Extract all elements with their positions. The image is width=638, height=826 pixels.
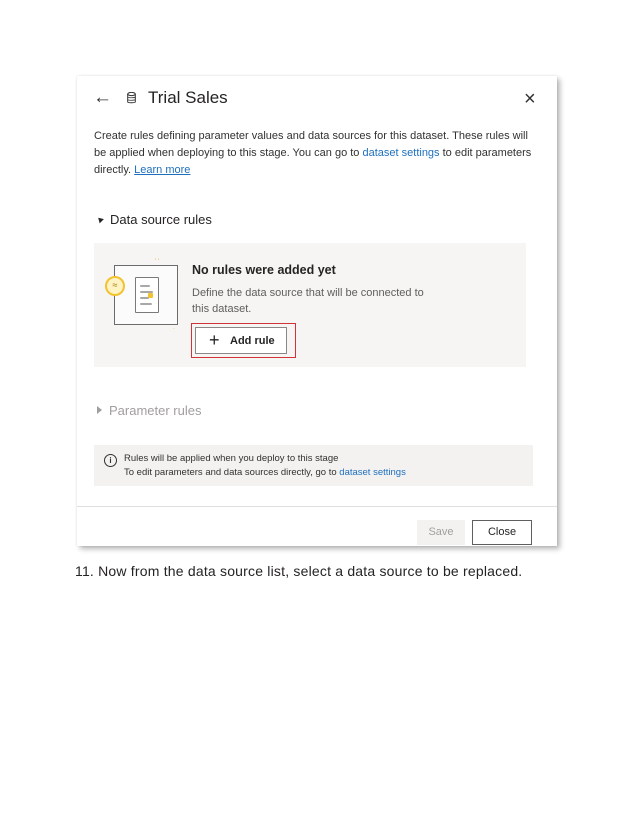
- info-bar: [94, 445, 533, 486]
- info-line-1: Rules will be applied when you deploy to this stage: [124, 453, 339, 464]
- close-icon[interactable]: ×: [524, 88, 536, 110]
- close-button[interactable]: Close: [472, 520, 532, 545]
- instruction-caption: 11. Now from the data source list, select a data source to be replaced.: [75, 563, 523, 579]
- data-source-rules-label: Data source rules: [110, 212, 212, 227]
- info-dataset-settings-link[interactable]: dataset settings: [339, 467, 406, 478]
- collapse-triangle-icon: [97, 406, 102, 414]
- expand-triangle-icon: [96, 216, 104, 224]
- info-line-2: [124, 467, 406, 478]
- data-source-rules-header[interactable]: [97, 212, 212, 227]
- info-icon: i: [104, 454, 117, 467]
- empty-rules-illustration: ≈ ' ' ·: [114, 265, 178, 325]
- deployment-rules-dialog: [77, 76, 557, 546]
- data-source-empty-state: [94, 243, 526, 367]
- document-icon: [135, 277, 159, 313]
- info-line-2-text: To edit parameters and data sources directly, go to: [124, 467, 340, 478]
- lightbulb-icon: ≈: [105, 276, 125, 296]
- dialog-description: [94, 128, 540, 179]
- add-rule-label: Add rule: [230, 335, 275, 347]
- dataset-settings-link[interactable]: dataset settings: [362, 147, 440, 159]
- dialog-title: Trial Sales: [148, 88, 228, 107]
- description-text-2: to edit parameters directly.: [94, 147, 532, 176]
- save-button[interactable]: Save: [417, 520, 465, 545]
- parameter-rules-header[interactable]: [97, 403, 201, 418]
- dialog-header: [77, 86, 557, 112]
- parameter-rules-label: Parameter rules: [109, 403, 202, 418]
- empty-state-description: Define the data source that will be connected to this dataset.: [192, 287, 424, 315]
- add-rule-button[interactable]: [195, 327, 287, 354]
- plus-icon: +: [209, 330, 220, 350]
- back-arrow-icon[interactable]: ←: [93, 87, 112, 108]
- learn-more-link[interactable]: Learn more: [134, 164, 191, 176]
- footer-divider: [77, 506, 557, 507]
- database-icon: [127, 92, 136, 104]
- description-text-1: Create rules defining parameter values and data sources for this dataset. These rules will be applied when deploying to this stage. You can go to: [94, 130, 528, 159]
- empty-state-title: No rules were added yet: [192, 263, 336, 277]
